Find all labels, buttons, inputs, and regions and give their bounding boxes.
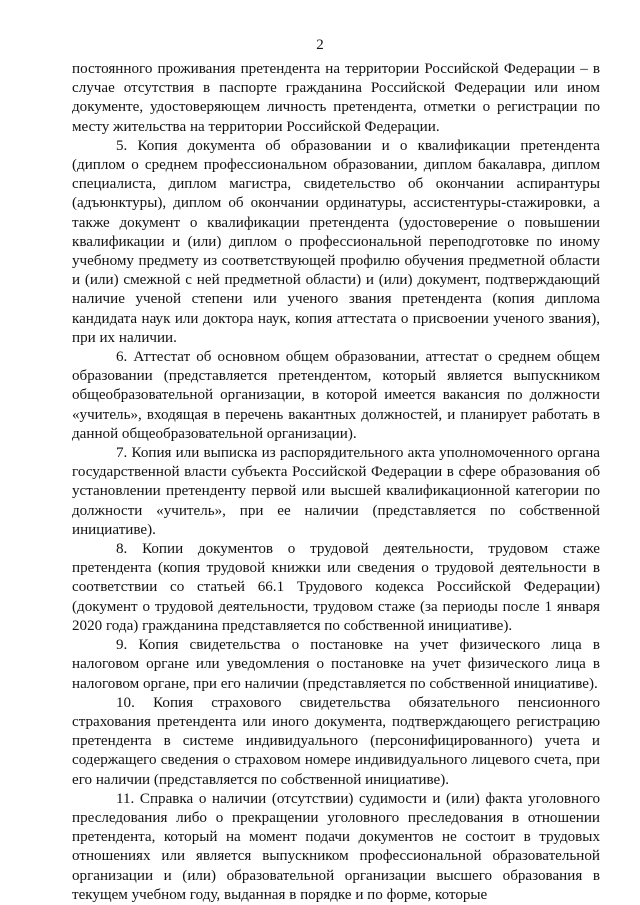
paragraph-item-7: 7. Копия или выписка из распорядительного акта уполномоченного органа государственной власти субъекта Российской Федерации в сфере образования об установлении претенденту первой или высшей квалификационной категории по должности «учитель», при ее наличии (представляется по собственной инициативе). [72, 445, 600, 538]
paragraph-continuation: постоянного проживания претендента на территории Российской Федерации – в случае отсутствия в паспорте гражданина Российской Федерации или ином документе, удостоверяющем личность претендента, отметки о регистрации по месту жительства на территории Российской Федерации. [72, 61, 600, 135]
paragraph-item-6: 6. Аттестат об основном общем образовании, аттестат о среднем общем образовании (представляется претендентом, который является выпускником общеобразовательной организации, в которой имеется вакансия по должности «учитель», входящая в перечень вакантных должностей, и планирует работать в данной общеобразовательной организации). [72, 349, 600, 442]
paragraph-item-5: 5. Копия документа об образовании и о квалификации претендента (диплом о среднем профессиональном образовании, диплом бакалавра, диплом специалиста, диплом магистра, свидетельство об окончании аспирантуры (адъюнктуры), диплом об окончании ординатуры, ассистентуры-стажировки, а также документ о квалификации претендента (удостоверение о повышении квалификации и (или) диплом о профессиональной переподготовке по иному учебному предмету из соответствующей профилю обучения предметной области и (или) смежной с ней предметной области) и (или) документ, подтверждающий наличие ученой степени или ученого звания претендента (копия диплома кандидата наук или доктора наук, копия аттестата о присвоении ученого звания), при их наличии. [72, 137, 600, 346]
page-number: 2 [316, 37, 324, 53]
document-body [72, 60, 600, 905]
paragraph-item-11: 11. Справка о наличии (отсутствии) судимости и (или) факта уголовного преследования либо о прекращении уголовного преследования в отношении претендента, который на момент подачи документов не состоит в трудовых отношениях или является выпускником профессиональной образовательной организации и (или) образовательной организации высшего образования в текущем учебном году, выданная в порядке и по форме, которые [72, 790, 600, 903]
paragraph-item-10: 10. Копия страхового свидетельства обязательного пенсионного страхования претендента или иного документа, подтверждающего регистрацию претендента в системе индивидуального (персонифицированного) учета и содержащего сведения о страховом номере индивидуального лицевого счета, при его наличии (представляется по собственной инициативе). [72, 694, 600, 788]
paragraph-item-8: 8. Копии документов о трудовой деятельности, трудовом стаже претендента (копия трудовой книжки или сведения о трудовой деятельности в соответствии со статьей 66.1 Трудового кодекса Российской Федерации) (документ о трудовой деятельности, трудовом стаже (за периоды после 1 января 2020 года) гражданина представляется по собственной инициативе). [72, 541, 600, 634]
paragraph-item-9: 9. Копия свидетельства о постановке на учет физического лица в налоговом органе или уведомления о постановке на учет физического лица в налоговом органе, при его наличии (представляется по собственной инициативе). [72, 637, 600, 692]
